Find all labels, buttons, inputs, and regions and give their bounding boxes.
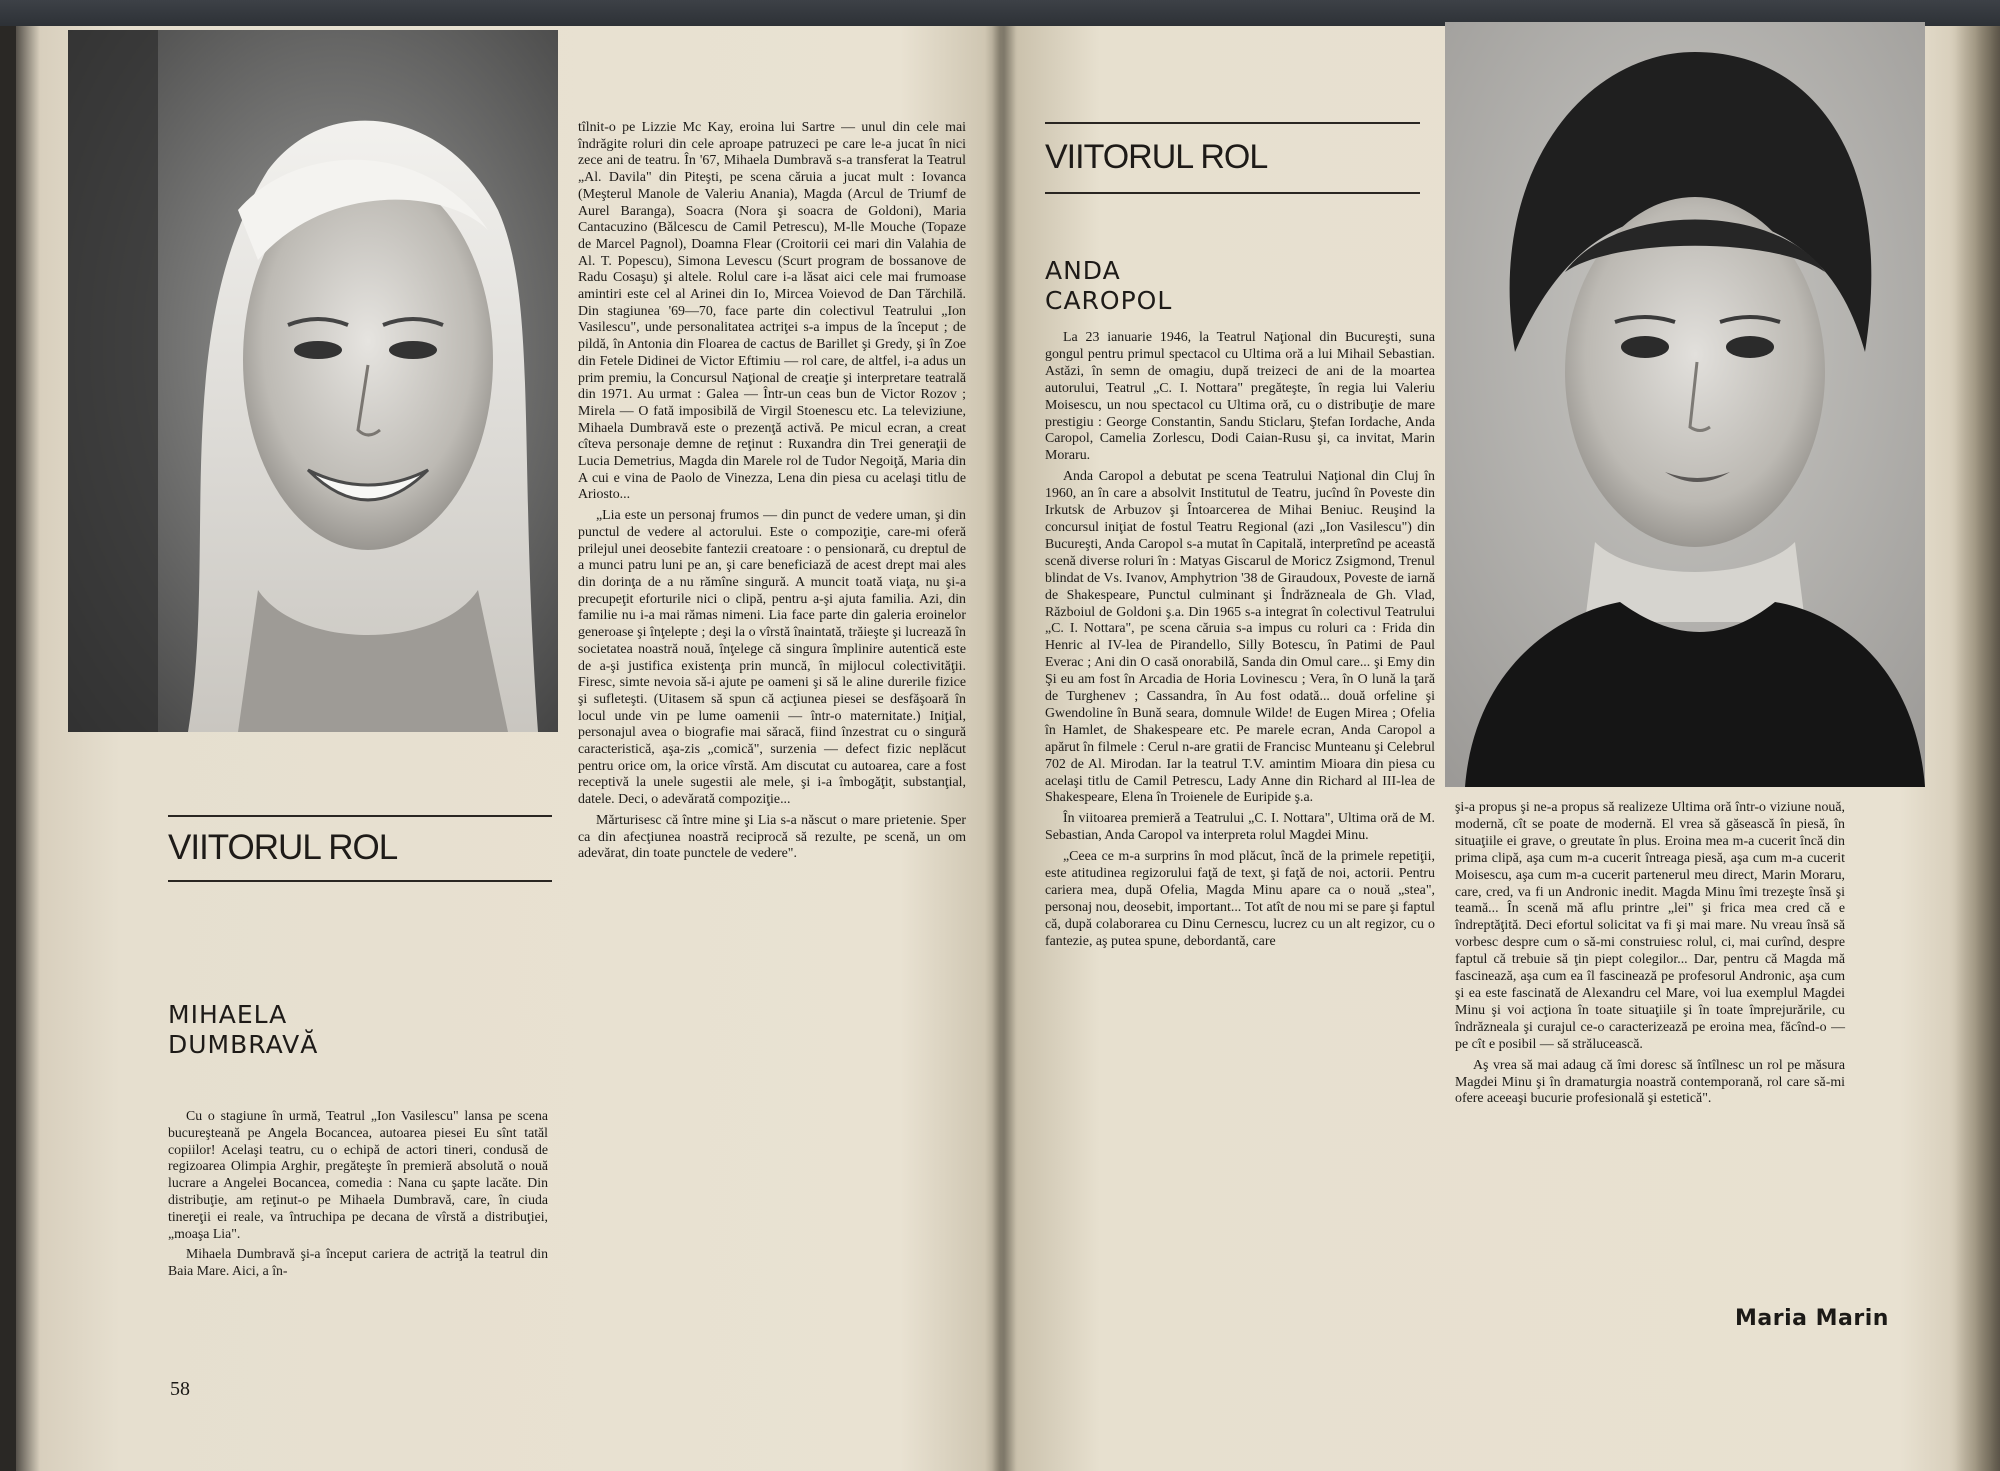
- paragraph: tîlnit-o pe Lizzie Mc Kay, eroina lui Sartre — unul din cele mai îndrăgite roluri din cele aproape patruzeci pe care le-a jucat în nici zece ani de teatru. În '67, Mihaela Dumbravă s-a transferat la Teatrul „Al. Davila" din Piteşti, pe scena căruia a jucat mult : Iovanca (Meşterul Manole de Valeriu Anania), Magda (Arcul de Triumf de Aurel Baranga), Soacra (Nora şi soacra de Goldoni), Maria Cantacuzino (Bălcescu de Camil Petrescu), M-lle Mouche (Topaze de Marcel Pagnol), Doamna Flear (Croitorii cei mari din Valahia de Al. T. Popescu), Simona Levescu (Scurt program de bossanove de Radu Cosaşu) şi altele. Rolul care i-a lăsat aici cele mai frumoase amintiri este cel al Arinei din Io, Mircea Voievod de Dan Tărchilă. Din stagiunea '69—70, face parte din colectivul Teatrului „Ion Vasilescu", unde personalitatea actriţei s-a impus de la început ; de pildă, în Antonia din Floarea de cactus de Barillet şi Gredy, şi în Zoe din Fetele Didinei de Victor Eftimiu — rol care, de altfel, i-a adus un prim premiu, la Concursul Naţional de creaţie şi interpretare teatrală din 1971. Au urmat : Galea — Într-un ceas bun de Victor Rozov ; Mirela — O fată imposibilă de Virgil Stoenescu etc. La televiziune, Mihaela Dumbravă este o prezenţă activă. Pe micul ecran, a creat cîteva personaje demne de reţinut : Ruxandra din Trei generaţii de Lucia Demetrius, Magda din Marele rol de Tudor Negoiţă, Maria din A cui e vina de Paolo de Vinezza, Lena din piesa cu acelaşi titlu de Ariosto...: [578, 120, 966, 503]
- section-title: VIITORUL ROL: [1045, 138, 1268, 176]
- paragraph: Aş vrea să mai adaug că îmi doresc să întîlnesc un rol pe măsura Magdei Minu şi în dramaturgia noastră contemporană, rol care să-mi ofere aceeaşi bucurie profesională şi estetică".: [1455, 1057, 1845, 1107]
- left-page-column-1: [168, 1108, 548, 1284]
- book-binding-edge: [0, 26, 16, 1471]
- actor-name: [1045, 256, 1172, 316]
- paragraph: „Ceea ce m-a surprins în mod plăcut, încă de la primele repetiţii, este atitudinea regizorului faţă de text, şi faţă de noi, actorii. Pentru cariera mea, după Ofelia, Magda Minu apare ca o nouă „stea", personaj nou, deosebit, important... Tot atît de nou mi se pare şi faptul că, după colaborarea cu Dinu Cernescu, lucrez cu un alt regizor, cu o fantezie, aş putea spune, debordantă, care: [1045, 849, 1435, 949]
- left-page-column-2: [578, 120, 966, 867]
- actor-first-name: ANDA: [1045, 256, 1121, 285]
- paragraph: Mărturisesc că între mine şi Lia s-a născut o mare prietenie. Sper ca din afecţiunea noastră reciprocă să rezulte, pe scenă, un om adevărat, din toate punctele de vedere".: [578, 812, 966, 862]
- title-rule-bottom: [1045, 192, 1420, 194]
- paragraph: În viitoarea premieră a Teatrului „C. I. Nottara", Ultima oră de M. Sebastian, Anda Caropol va interpreta rolul Magdei Minu.: [1045, 811, 1435, 844]
- actor-last-name: CAROPOL: [1045, 286, 1173, 315]
- actor-first-name: MIHAELA: [168, 1000, 288, 1029]
- right-page-column-2: [1455, 800, 1845, 1112]
- actor-last-name: DUMBRAVĂ: [168, 1030, 319, 1059]
- section-title: VIITORUL ROL: [168, 828, 398, 867]
- title-rule-top: [1045, 122, 1420, 124]
- title-rule-top: [168, 815, 552, 817]
- paragraph: La 23 ianuarie 1946, la Teatrul Naţional din Bucureşti, suna gongul pentru primul spectacol cu Ultima oră a lui Mihail Sebastian. Astăzi, în semn de omagiu, după treizeci de ani de la moartea autorului, Teatrul „C. I. Nottara" pregăteşte, în regia lui Valeriu Moisescu, un nou spectacol cu Ultima oră, cu o distribuţie de mare prestigiu : George Constantin, Sandu Sticlaru, Ştefan Iordache, Anda Caropol, Camelia Zorlescu, Dodi Caian-Rusu şi, ca invitat, Marin Moraru.: [1045, 330, 1435, 464]
- page-gutter: [992, 26, 1016, 1471]
- page-number: 58: [170, 1378, 190, 1400]
- paragraph: Anda Caropol a debutat pe scena Teatrului Naţional din Cluj în 1960, an în care a absolvit Institutul de Teatru, jucînd în Poveste din Irkutsk de Arbuzov şi Întoarcerea de Mihai Beniuc. Reuşind la concursul iniţiat de fostul Teatru Regional (azi „Ion Vasilescu") din Bucureşti, Anda Caropol s-a mutat în Capitală, interpretînd pe această scenă diverse roluri în : Matyas Giscarul de Moricz Zsigmond, Trenul blindat de Vs. Ivanov, Amphytrion '38 de Giraudoux, Poveste de iarnă de Shakespeare, Punctul culminant şi Îndrăzneala de Gh. Vlad, Războiul de Goldoni ş.a. Din 1965 s-a integrat în colectivul Teatrului „C. I. Nottara", pe scena căruia s-a impus cu roluri ca : Frida din Henric al IV-lea de Pirandello, Silly Botescu, în Patimi de Paul Everac ; Ani din O casă onorabilă, Sanda din Omul care... şi Emy din Şi eu am fost în Arcadia de Horia Lovinescu ; Vera, în O lună la ţară de Turghenev ; Cassandra, în Au fost odată... două orfeline şi Gwendoline în Bună seara, domnule Wilde! de Eugen Mirea ; Ofelia în Hamlet, de Shakespeare etc. Pe marele ecran, Anda Caropol a apărut în filmele : Cerul n-are gratii de Francisc Munteanu şi Celebrul 702 de Al. Mirodan. Iar la teatrul T.V. amintim Mioara din piesa cu acelaşi titlu de Camil Petrescu, Lady Anne din Richard al III-lea de Shakespeare, Elena în Troienele de Euripide ş.a.: [1045, 469, 1435, 806]
- title-rule-bottom: [168, 880, 552, 882]
- portrait-photo-anda: [1445, 22, 1925, 787]
- right-page-column-1: [1045, 330, 1435, 955]
- page-stack-edge: [1955, 26, 2000, 1471]
- paragraph: şi-a propus şi ne-a propus să realizeze Ultima oră într-o viziune nouă, modernă, cît se poate de modernă. El vrea să găsească în piesă, în situaţiile ei grave, o greutate în plus. Eroina mea m-a cucerit încă din prima clipă, aşa cum m-a cucerit întreaga piesă, aşa cum m-a cucerit Moisescu, aşa cum m-a cucerit partenerul meu direct, Marin Moraru, care, cred, va fi un Andronic inedit. Magda Minu îmi trezeşte însă şi teamă... În scenă mă aflu printre „lei" şi frica mea cred că e îndreptăţită. Deci efortul solicitat va fi şi mai mare. Nu vreau însă să vorbesc despre cum o să-mi construiesc rolul, ci, mai curînd, despre faptul că trebuie să ţin piept colegilor... Dar, pentru că Magda mă fascinează, aşa cum ea îl fascinează pe profesorul Andronic, aşa cum şi ea este fascinată de Alexandru cel Mare, voi lua exemplul Magdei Minu şi voi acţiona în toate situaţiile şi în toate împrejurările, cu îndrăzneala şi curajul ce-o caracterizează pe eroina mea, făcînd-o — pe cît e posibil — să strălucească.: [1455, 800, 1845, 1052]
- paragraph: Cu o stagiune în urmă, Teatrul „Ion Vasilescu" lansa pe scena bucureşteană pe Angela Bocancea, autoarea piesei Eu sînt tatăl copiilor! Acelaşi teatru, cu o echipă de actori tineri, condusă de regizoarea Olimpia Arghir, pregăteşte în premieră absolută o nouă lucrare a Angelei Bocancea, comedia : Nana cu şapte lacăte. Din distribuţie, am reţinut-o pe Mihaela Dumbravă, care, în ciuda tinereţii ei reale, va întruchipa pe decana de vîrstă a distribuţiei, „moaşa Lia".: [168, 1108, 548, 1241]
- actor-name: [168, 1000, 318, 1060]
- author-signature: Maria Marin: [1735, 1306, 1889, 1331]
- paragraph: Mihaela Dumbravă şi-a început cariera de actriţă la teatrul din Baia Mare. Aici, a în-: [168, 1246, 548, 1279]
- paragraph: „Lia este un personaj frumos — din punct de vedere uman, şi din punctul de vedere al actorului. Este o compoziţie, care-mi oferă prilejul unei deosebite fantezii creatoare : o pensionară, cu dreptul de a munci patru luni pe an, şi care beneficiază de acest drept mai ales din dorinţa de a nu rămîne singură. A muncit toată viaţa, nu şi-a precupeţit eforturile nici o clipă, pentru a-şi ajuta familia. Azi, din familie nu i-a mai rămas nimeni. Lia face parte din galeria eroinelor generoase şi înţelepte ; deşi la o vîrstă înaintată, trăieşte şi lucrează în societatea noastră nouă, înţelege că singura împlinire autentică este de a-şi justifica existenţa prin muncă, în mijlocul colectivităţii. Firesc, simte nevoia să-i ajute pe oameni şi să le aline durerile fizice şi sufleteşti. (Uitasem să spun că acţiunea piesei se desfăşoară în locul unde vin pe lume oamenii — într-o maternitate.) Iniţial, personajul avea o biografie mai săracă, fiind înzestrat cu o singură caracteristică, aşa-zis „comică", surzenia — defect fizic neplăcut pentru orice om, la orice vîrstă. Am discutat cu autoarea, care a fost receptivă la unele sugestii ale mele, şi i-a îmbogăţit, substanţial, datele. Deci, o adevărată compoziţie...: [578, 508, 966, 808]
- portrait-photo-mihaela: [68, 30, 558, 732]
